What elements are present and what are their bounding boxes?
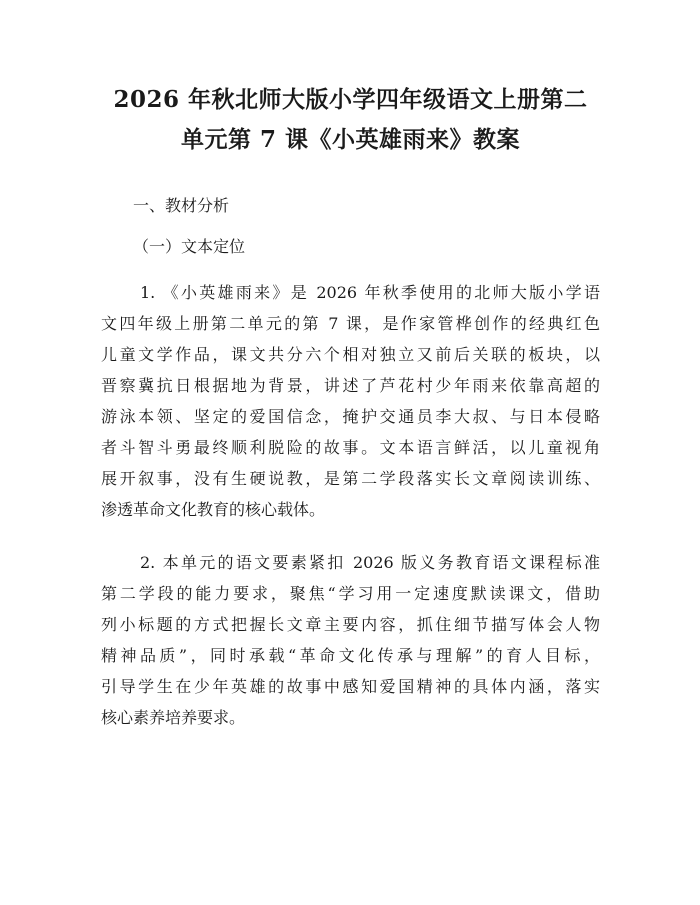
paragraph-1-line: 展开叙事，没有生硬说教，是第二学段落实长文章阅读训练、 [101,469,600,488]
paragraph-1 [101,277,600,525]
paragraph-2-line: 引导学生在少年英雄的故事中感知爱国精神的具体内涵，落实 [101,677,600,696]
subsection-heading-text-positioning: （一）文本定位 [133,237,246,256]
paragraph-1-line: 1. 《小英雄雨来》是 2026 年秋季使用的北师大版小学语 [140,283,600,302]
paragraph-1-line: 晋察冀抗日根据地为背景，讲述了芦花村少年雨来依靠高超的 [101,376,600,395]
paragraph-2-line: 2. 本单元的语文要素紧扣 2026 版义务教育语文课程标准 [140,553,600,572]
paragraph-2-line: 第二学段的能力要求，聚焦“学习用一定速度默读课文，借助 [101,584,600,603]
paragraph-1-line: 者斗智斗勇最终顺利脱险的故事。文本语言鲜活，以儿童视角 [101,438,600,457]
paragraph-2 [101,547,600,733]
paragraph-1-line: 文四年级上册第二单元的第 7 课，是作家管桦创作的经典红色 [101,314,600,333]
paragraph-1-line: 游泳本领、坚定的爱国信念，掩护交通员李大叔、与日本侵略 [101,407,600,426]
paragraph-1-line: 渗透革命文化教育的核心载体。 [101,500,326,519]
section-heading-teaching-material-analysis: 一、教材分析 [133,196,230,215]
paragraph-2-line: 列小标题的方式把握长文章主要内容，抓住细节描写体会人物 [101,615,600,634]
document-title [101,80,600,160]
paragraph-1-line: 儿童文学作品，课文共分六个相对独立又前后关联的板块，以 [101,345,600,364]
title-line-2: 单元第 7 课《小英雄雨来》教案 [180,126,521,153]
paragraph-2-line: 精神品质”，同时承载“革命文化传承与理解”的育人目标， [101,646,600,665]
paragraph-2-line: 核心素养培养要求。 [101,708,246,727]
title-line-1: 2026 年秋北师大版小学四年级语文上册第二 [113,86,588,113]
